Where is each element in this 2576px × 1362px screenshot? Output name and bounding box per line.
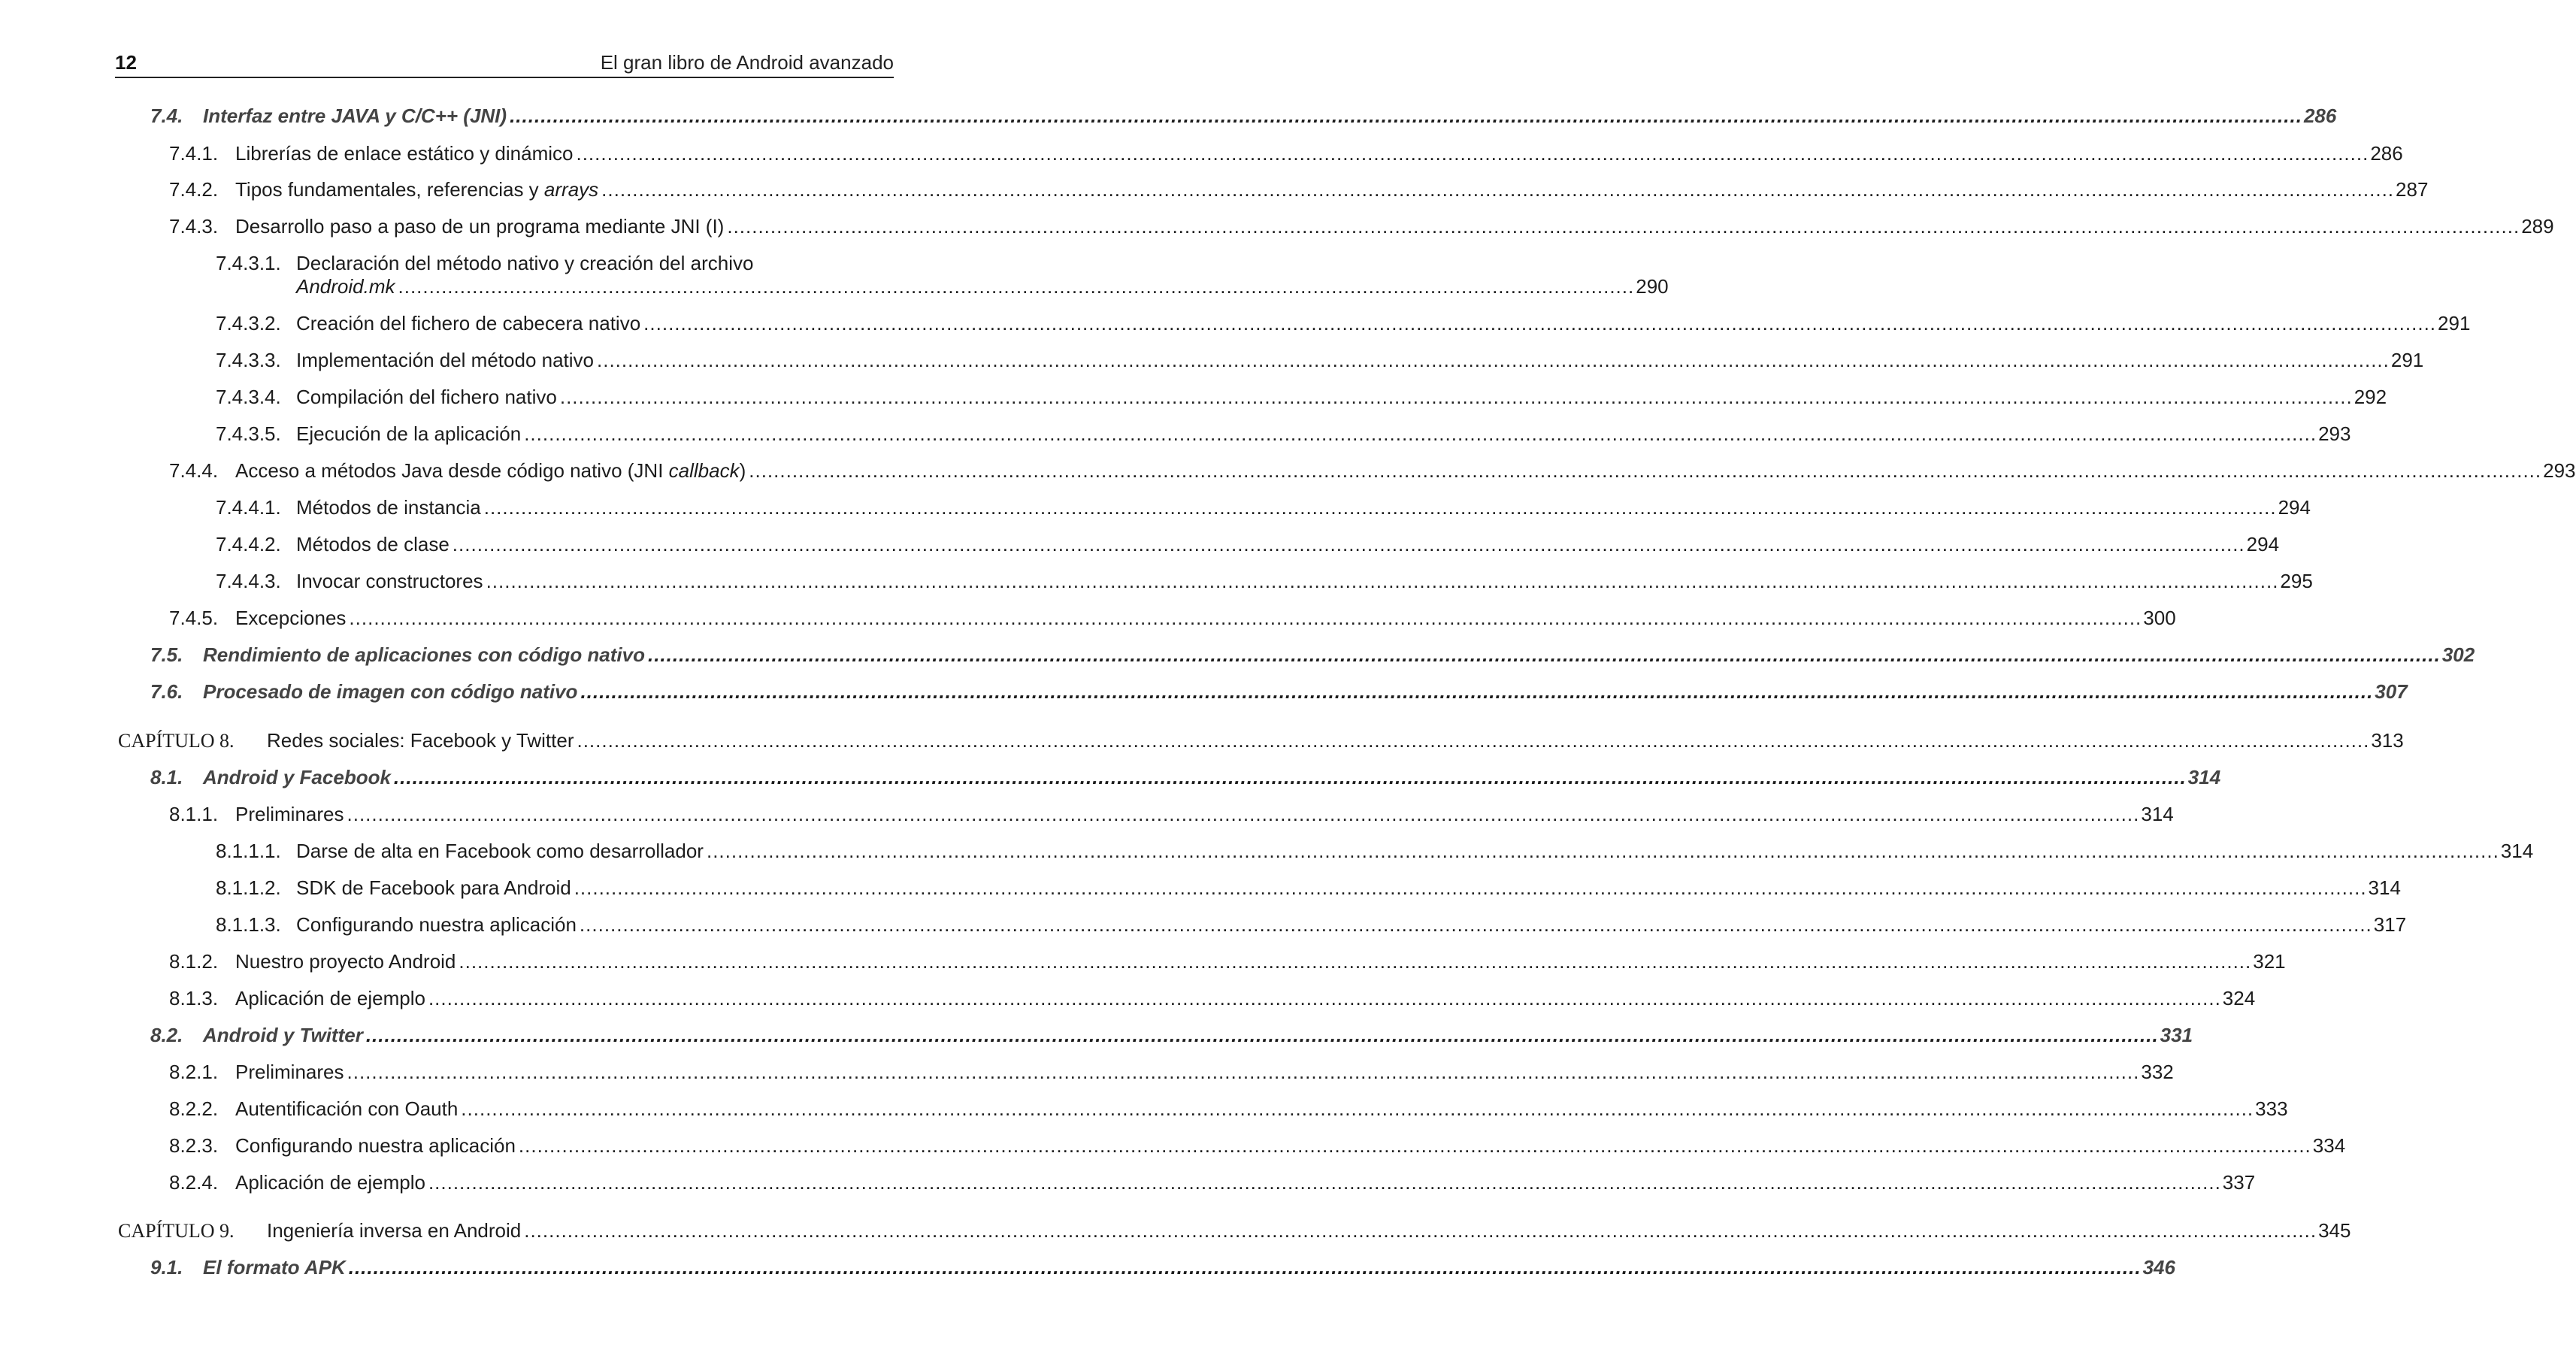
toc-entry-chapter[interactable] bbox=[118, 1219, 2351, 1242]
toc-entry-page: 293 bbox=[2318, 422, 2351, 445]
dot-leader bbox=[524, 422, 2317, 445]
toc-entry-section[interactable] bbox=[150, 1024, 2193, 1046]
toc-entry-number: 7.4.3.4. bbox=[216, 386, 281, 408]
toc-entry-number: 7.4.1. bbox=[169, 142, 219, 165]
toc-entry-page: 314 bbox=[2187, 766, 2221, 788]
toc-entry-number: 7.4.3. bbox=[169, 215, 219, 238]
toc-entry-title: Configurando nuestra aplicación bbox=[235, 1134, 516, 1157]
toc-entry-page: 314 bbox=[2500, 840, 2534, 862]
toc-entry-page: 346 bbox=[2142, 1256, 2175, 1279]
toc-entry-number: 8.1.1.1. bbox=[216, 840, 281, 862]
dot-leader bbox=[643, 312, 2436, 334]
toc-entry-page: 334 bbox=[2312, 1134, 2346, 1157]
toc-entry-subsection[interactable] bbox=[169, 987, 2256, 1009]
toc-entry-title: SDK de Facebook para Android bbox=[296, 876, 571, 899]
toc-entry-subsection[interactable] bbox=[169, 1134, 2346, 1157]
dot-leader bbox=[601, 178, 2394, 201]
toc-entry-subsubsection[interactable] bbox=[216, 312, 2471, 334]
toc-entry-title: Interfaz entre JAVA y C/C++ (JNI) bbox=[203, 104, 507, 127]
toc-entry-subsubsection[interactable] bbox=[216, 876, 2401, 899]
toc-entry-number: 8.1.1.2. bbox=[216, 876, 281, 899]
dot-leader bbox=[597, 349, 2390, 371]
toc-entry-subsubsection[interactable] bbox=[216, 386, 2387, 408]
toc-entry-title: Aplicación de ejemplo bbox=[235, 1171, 425, 1194]
toc-entry-title: Compilación del fichero nativo bbox=[296, 386, 557, 408]
toc-entry-subsubsection[interactable] bbox=[216, 570, 2313, 592]
toc-entry-number: 7.4.2. bbox=[169, 178, 219, 201]
dot-leader bbox=[347, 803, 2140, 825]
toc-entry-title: Ingeniería inversa en Android bbox=[267, 1219, 522, 1242]
title-italic-text: arrays bbox=[543, 178, 599, 201]
toc-entry-page: 286 bbox=[2370, 142, 2403, 165]
toc-entry-number: 8.1.1. bbox=[169, 803, 219, 825]
toc-entry-subsubsection[interactable] bbox=[216, 496, 2311, 519]
toc-entry-section[interactable] bbox=[150, 104, 2337, 127]
toc-entry-section[interactable] bbox=[150, 680, 2408, 703]
toc-entry-title: El formato APK bbox=[203, 1256, 346, 1279]
toc-entry-page: 321 bbox=[2253, 950, 2286, 973]
toc-entry-title: Android y Facebook bbox=[203, 766, 391, 788]
toc-entry-title: Configurando nuestra aplicación bbox=[296, 913, 577, 936]
toc-entry-title: Redes sociales: Facebook y Twitter bbox=[267, 729, 574, 752]
dot-leader bbox=[349, 1256, 2142, 1279]
toc-entry-title-continuation: Android.mk bbox=[296, 275, 395, 298]
toc-entry-chapter[interactable] bbox=[118, 729, 2404, 752]
toc-entry-page: 291 bbox=[2438, 312, 2471, 334]
toc-entry-title: Nuestro proyecto Android bbox=[235, 950, 456, 973]
title-text: Acceso a métodos Java desde código nativo (JNI bbox=[235, 459, 669, 482]
toc-entry-page: 295 bbox=[2280, 570, 2313, 592]
toc-entry-subsection[interactable] bbox=[169, 1061, 2174, 1083]
toc-entry-title: Ejecución de la aplicación bbox=[296, 422, 522, 445]
toc-entry-page: 317 bbox=[2373, 913, 2407, 936]
dot-leader bbox=[394, 766, 2187, 788]
title-text-after: ) bbox=[739, 459, 746, 482]
toc-entry-title bbox=[235, 459, 746, 482]
dot-leader bbox=[560, 386, 2353, 408]
dot-leader bbox=[428, 1171, 2221, 1194]
dot-leader bbox=[749, 459, 2541, 482]
dot-leader bbox=[707, 840, 2499, 862]
toc-entry-page: 294 bbox=[2278, 496, 2311, 519]
dot-leader bbox=[349, 607, 2142, 629]
toc-entry-page: 313 bbox=[2371, 729, 2404, 752]
toc-entry-number: 7.4.3.1. bbox=[216, 252, 281, 274]
toc-entry-number: CAPÍTULO 8. bbox=[118, 730, 235, 752]
toc-entry-subsection[interactable] bbox=[169, 1171, 2256, 1194]
toc-entry-title: Android y Twitter bbox=[203, 1024, 363, 1046]
toc-entry-title: Creación del fichero de cabecera nativo bbox=[296, 312, 641, 334]
toc-entry-page: 333 bbox=[2255, 1097, 2288, 1120]
toc-entry-section[interactable] bbox=[150, 1256, 2175, 1279]
toc-entry-title: Librerías de enlace estático y dinámico bbox=[235, 142, 574, 165]
toc-entry-title: Preliminares bbox=[235, 803, 344, 825]
toc-entry-subsubsection[interactable] bbox=[216, 840, 2534, 862]
toc-entry-section[interactable] bbox=[150, 766, 2221, 788]
toc-entry-title: Procesado de imagen con código nativo bbox=[203, 680, 578, 703]
dot-leader bbox=[428, 987, 2221, 1009]
toc-entry-number: 7.4.3.5. bbox=[216, 422, 281, 445]
toc-entry-number: 7.4.5. bbox=[169, 607, 219, 629]
toc-entry-number: 8.2.4. bbox=[169, 1171, 219, 1194]
toc-entry-page: 292 bbox=[2354, 386, 2387, 408]
toc-entry-title: Métodos de clase bbox=[296, 533, 450, 555]
toc-entry-title: Autentificación con Oauth bbox=[235, 1097, 459, 1120]
toc-entry-subsubsection[interactable] bbox=[216, 252, 892, 274]
toc-entry-page: 331 bbox=[2160, 1024, 2193, 1046]
toc-entry-number: 8.2.2. bbox=[169, 1097, 219, 1120]
title-text: Tipos fundamentales, referencias y bbox=[235, 178, 544, 201]
toc-entry-title: Aplicación de ejemplo bbox=[235, 987, 425, 1009]
toc-entry-page: 287 bbox=[2396, 178, 2429, 201]
toc-entry-subsubsection[interactable] bbox=[216, 349, 2424, 371]
toc-entry-title: Declaración del método nativo y creación del archivo bbox=[296, 252, 754, 274]
toc-entry-number: 7.4. bbox=[150, 104, 183, 127]
toc-entry-subsection[interactable] bbox=[169, 215, 2554, 238]
toc-entry-number: 8.1. bbox=[150, 766, 183, 788]
toc-entry-number: 8.2.1. bbox=[169, 1061, 219, 1083]
dot-leader bbox=[486, 570, 2279, 592]
dot-leader bbox=[576, 142, 2369, 165]
toc-entry-subsection[interactable] bbox=[169, 803, 2174, 825]
toc-entry-subsection[interactable] bbox=[169, 178, 2429, 201]
toc-entry-title: Rendimiento de aplicaciones con código nativo bbox=[203, 643, 645, 666]
toc-entry-number: 8.2.3. bbox=[169, 1134, 219, 1157]
toc-entry-page: 307 bbox=[2375, 680, 2408, 703]
toc-entry-subsubsection[interactable] bbox=[216, 533, 2280, 555]
toc-entry-title: Darse de alta en Facebook como desarrollador bbox=[296, 840, 704, 862]
toc-entry-subsection[interactable] bbox=[169, 607, 2176, 629]
toc-entry-continuation[interactable] bbox=[296, 275, 1669, 298]
toc-entry-number: 8.1.3. bbox=[169, 987, 219, 1009]
toc-entry-page: 314 bbox=[2368, 876, 2401, 899]
toc-entry-number: 7.4.3.2. bbox=[216, 312, 281, 334]
toc-entry-section[interactable] bbox=[150, 643, 2475, 666]
toc-entry-number: 7.4.4.1. bbox=[216, 496, 281, 519]
dot-leader bbox=[577, 729, 2369, 752]
toc-entry-number: 7.5. bbox=[150, 643, 183, 666]
toc-entry-number: 7.4.3.3. bbox=[216, 349, 281, 371]
dot-leader bbox=[580, 680, 2373, 703]
toc-entry-subsection[interactable] bbox=[169, 1097, 2288, 1120]
toc-entry-page: 294 bbox=[2246, 533, 2280, 555]
toc-entry-page: 289 bbox=[2521, 215, 2554, 238]
toc-entry-page: 293 bbox=[2543, 459, 2576, 482]
page-number: 12 bbox=[115, 51, 137, 74]
toc-entry-number: 8.1.2. bbox=[169, 950, 219, 973]
dot-leader bbox=[524, 1219, 2317, 1242]
toc-entry-title: Invocar constructores bbox=[296, 570, 483, 592]
dot-leader: ........................................................................................................................................................................................................ bbox=[398, 275, 1635, 298]
dot-leader bbox=[580, 913, 2372, 936]
dot-leader bbox=[510, 104, 2302, 127]
dot-leader bbox=[727, 215, 2520, 238]
toc-entry-number: 7.4.4.2. bbox=[216, 533, 281, 555]
toc-entry-subsubsection[interactable] bbox=[216, 422, 2351, 445]
dot-leader bbox=[366, 1024, 2159, 1046]
toc-entry-title: Métodos de instancia bbox=[296, 496, 481, 519]
toc-entry-page: 314 bbox=[2141, 803, 2174, 825]
toc-entry-page: 337 bbox=[2222, 1171, 2256, 1194]
toc-entry-title: Implementación del método nativo bbox=[296, 349, 595, 371]
toc-entry-number: 8.2. bbox=[150, 1024, 183, 1046]
toc-entry-number: 7.4.4. bbox=[169, 459, 219, 482]
toc-entry-page: 324 bbox=[2222, 987, 2256, 1009]
toc-entry-number: 7.4.4.3. bbox=[216, 570, 281, 592]
toc-entry-subsection[interactable] bbox=[169, 950, 2286, 973]
toc-entry-number: CAPÍTULO 9. bbox=[118, 1220, 235, 1242]
dot-leader bbox=[459, 950, 2251, 973]
toc-entry-title: Preliminares bbox=[235, 1061, 344, 1083]
toc-entry-page: 290 bbox=[1636, 275, 1669, 298]
dot-leader bbox=[648, 643, 2441, 666]
toc-entry-title bbox=[235, 178, 598, 201]
dot-leader bbox=[574, 876, 2367, 899]
dot-leader bbox=[347, 1061, 2140, 1083]
book-title: El gran libro de Android avanzado bbox=[600, 51, 894, 74]
dot-leader bbox=[453, 533, 2245, 555]
toc-entry-title: Desarrollo paso a paso de un programa mediante JNI (I) bbox=[235, 215, 725, 238]
toc-entry-subsection[interactable] bbox=[169, 142, 2403, 165]
toc-entry-subsubsection[interactable] bbox=[216, 913, 2407, 936]
toc-entry-title: Excepciones bbox=[235, 607, 347, 629]
toc-entry-page: 345 bbox=[2318, 1219, 2351, 1242]
toc-entry-page: 291 bbox=[2390, 349, 2424, 371]
title-italic-text: callback bbox=[668, 459, 740, 482]
toc-entry-page: 332 bbox=[2141, 1061, 2174, 1083]
dot-leader bbox=[461, 1097, 2254, 1120]
toc-entry-subsection[interactable] bbox=[169, 459, 2576, 482]
toc-entry-page: 286 bbox=[2303, 104, 2337, 127]
toc-entry-page: 302 bbox=[2441, 643, 2475, 666]
toc-entry-number: 9.1. bbox=[150, 1256, 183, 1279]
toc-entry-number: 8.1.1.3. bbox=[216, 913, 281, 936]
toc-entry-page: 300 bbox=[2143, 607, 2176, 629]
toc-entry-number: 7.6. bbox=[150, 680, 183, 703]
dot-leader bbox=[484, 496, 2277, 519]
dot-leader bbox=[519, 1134, 2311, 1157]
